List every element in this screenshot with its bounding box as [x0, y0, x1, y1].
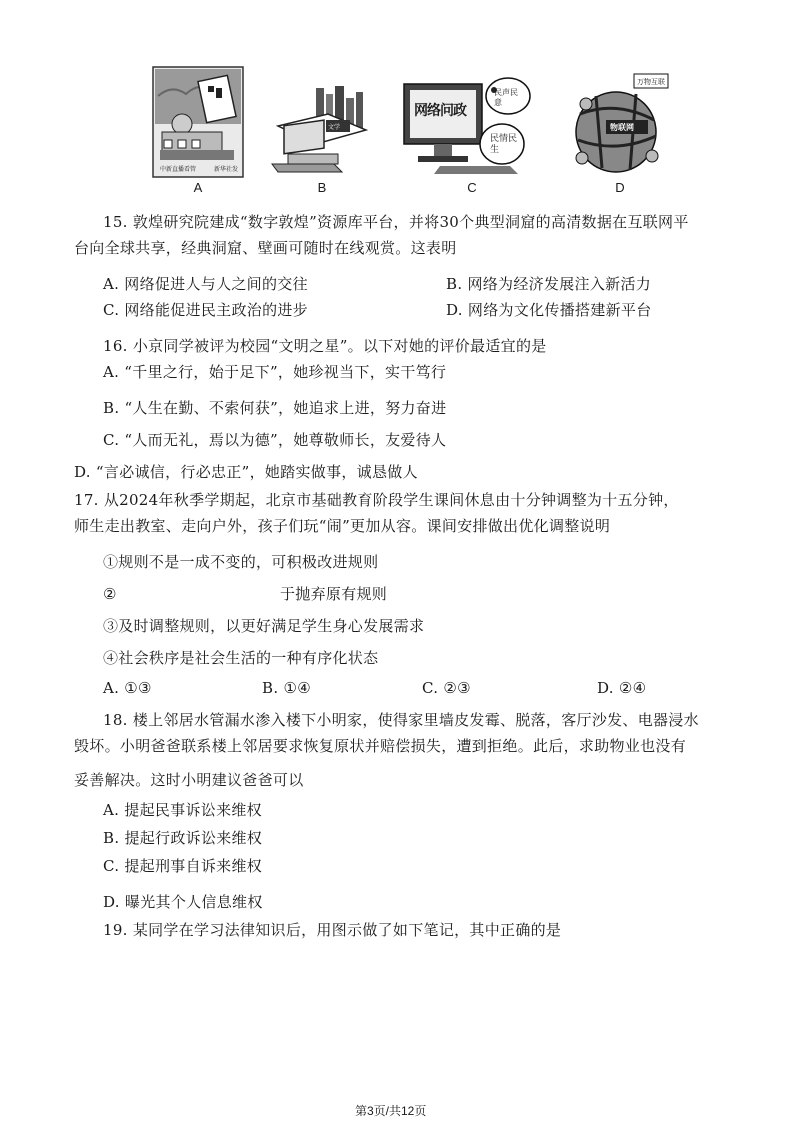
q17-option-c[interactable]: C. ②③ [422, 679, 471, 697]
q17-stem-line1: 17. 从2024年秋季学期起，北京市基础教育阶段学生课间休息由十分钟调整为十五分钟， [74, 491, 679, 509]
q19-stem: 19. 某同学在学习法律知识后，用图示做了如下笔记，其中正确的是 [103, 921, 562, 939]
q18-stem-line1: 18. 楼上邻居水管漏水渗入楼下小明家，使得家里墙皮发霉、脱落，客厅沙发、电器浸水 [103, 711, 699, 729]
q16-option-c[interactable]: C. “人而无礼，焉以为德”，她尊敬师长，友爱待人 [103, 431, 447, 449]
page-number: 第3页/共12页 [355, 1104, 427, 1118]
image-c [400, 70, 536, 176]
image-d [566, 70, 672, 178]
q17-option-a[interactable]: A. ①③ [103, 679, 152, 697]
q15-option-c[interactable]: C. 网络能促进民主政治的进步 [103, 301, 308, 319]
q15-stem-line1: 15. 敦煌研究院建成“数字敦煌”资源库平台，并将30个典型洞窟的高清数据在互联网平 [103, 213, 689, 231]
image-b [268, 84, 372, 176]
q16-option-b[interactable]: B. “人生在勤、不索何获”，她追求上进，努力奋进 [103, 399, 447, 417]
image-a-sign-2: 新华社发 [214, 167, 239, 173]
q17-item-4: ④社会秩序是社会生活的一种有序化状态 [103, 649, 379, 667]
image-c-screen: 网络问政 [414, 103, 466, 119]
q15-stem-line2: 台向全球共享，经典洞窟、壁画可随时在线观赏。这表明 [74, 239, 457, 257]
image-c-bubble-2: 民情民生 [490, 134, 518, 155]
q17-stem-line2: 师生走出教室、走向户外，孩子们玩“闹”更加从容。课间安排做出优化调整说明 [74, 517, 611, 535]
image-c-caption: C [467, 180, 477, 195]
image-a-sign-1: 中新直播看管 [160, 167, 197, 173]
q17-item-1: ①规则不是一成不变的，可积极改进规则 [103, 553, 379, 571]
image-d-caption: D [615, 180, 625, 195]
q18-stem-line3: 妥善解决。这时小明建议爸爸可以 [74, 771, 304, 789]
image-c-bubble-1: 民声民意 [494, 88, 518, 107]
q18-option-c[interactable]: C. 提起刑事自诉来维权 [103, 857, 263, 875]
q17-item-3: ③及时调整规则，以更好满足学生身心发展需求 [103, 617, 425, 635]
q17-item-2-number: ② [103, 585, 117, 603]
image-d-label-1: 万物互联 [637, 78, 665, 86]
image-a-caption: A [193, 180, 203, 195]
image-b-label: 文学 [328, 125, 341, 131]
q17-option-b[interactable]: B. ①④ [262, 679, 311, 697]
q16-stem: 16. 小京同学被评为校园“文明之星”。以下对她的评价最适宜的是 [103, 337, 547, 355]
q16-option-d[interactable]: D. “言必诚信，行必忠正”，她踏实做事，诚恳做人 [74, 463, 418, 481]
q15-option-a[interactable]: A. 网络促进人与人之间的交往 [103, 275, 308, 293]
image-a [152, 66, 244, 178]
q17-item-2-text: 于抛弃原有规则 [280, 585, 388, 603]
q18-option-d[interactable]: D. 曝光其个人信息维权 [103, 893, 263, 911]
image-b-caption: B [317, 180, 327, 195]
q17-option-d[interactable]: D. ②④ [597, 679, 647, 697]
q18-option-b[interactable]: B. 提起行政诉讼来维权 [103, 829, 263, 847]
q18-stem-line2: 毁坏。小明爸爸联系楼上邻居要求恢复原状并赔偿损失，遭到拒绝。此后，求助物业也没有 [74, 737, 687, 755]
q18-option-a[interactable]: A. 提起民事诉讼来维权 [103, 801, 262, 819]
q15-option-d[interactable]: D. 网络为文化传播搭建新平台 [446, 301, 652, 319]
q15-option-b[interactable]: B. 网络为经济发展注入新活力 [446, 275, 652, 293]
image-d-label-2: 物联网 [610, 122, 634, 132]
q16-option-a[interactable]: A. “千里之行，始于足下”，她珍视当下，实干笃行 [103, 363, 447, 381]
